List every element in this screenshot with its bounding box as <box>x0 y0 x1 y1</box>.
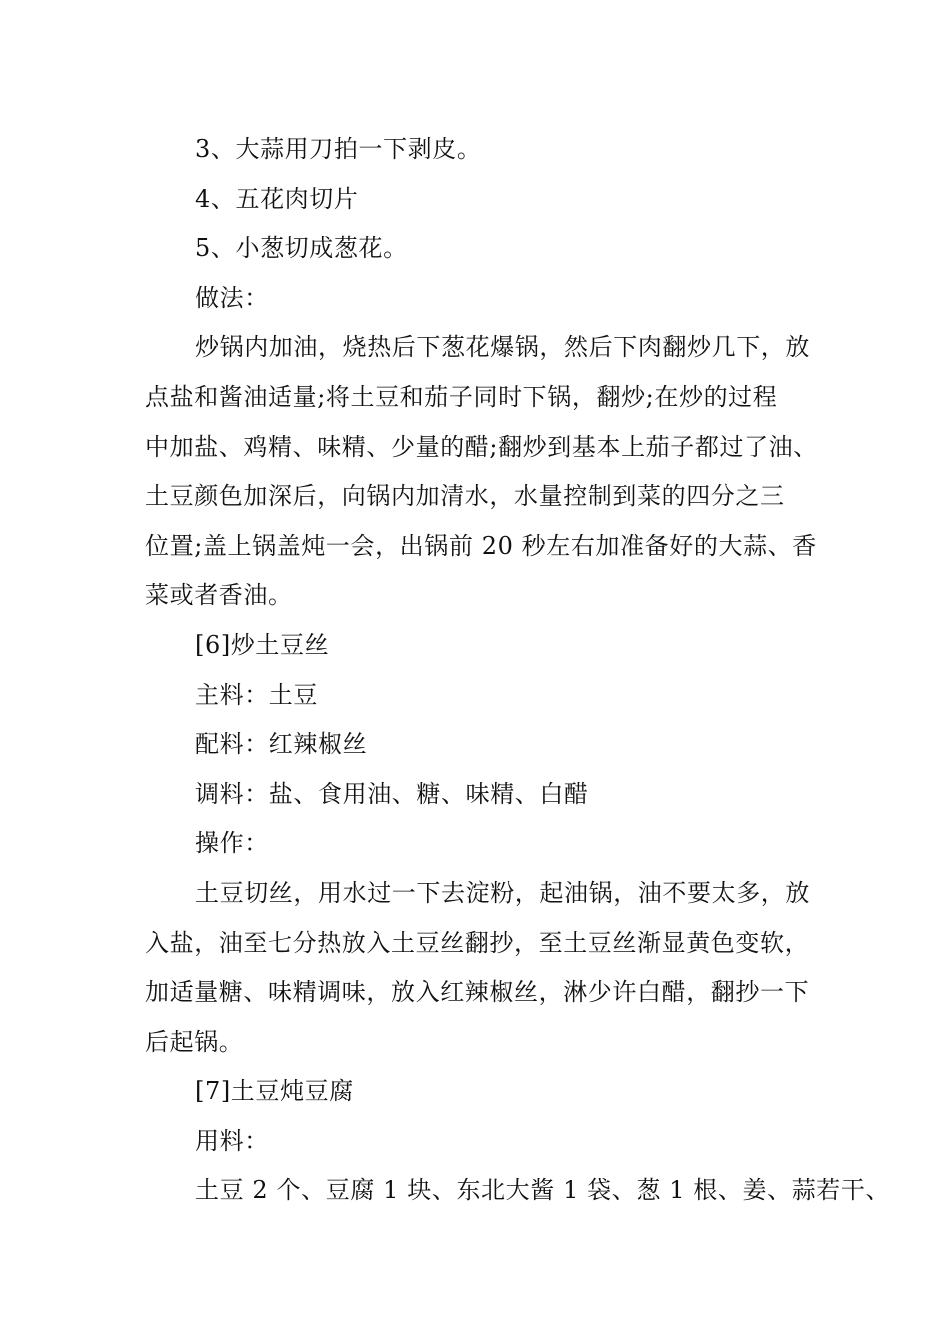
text-line: 中加盐、鸡精、味精、少量的醋;翻炒到基本上茄子都过了油、 <box>145 432 818 461</box>
text-line: 加适量糖、味精调味，放入红辣椒丝，淋少许白醋，翻抄一下 <box>145 978 810 1007</box>
document-body <box>145 125 891 1216</box>
main-ingredient: 主料：土豆 <box>195 680 318 709</box>
paragraph-step-4: 4、五花肉切片 <box>195 184 359 213</box>
text-line: 点盐和酱油适量;将土豆和茄子同时下锅，翻炒;在炒的过程 <box>145 382 778 411</box>
text-line: 土豆颜色加深后，向锅内加清水，水量控制到菜的四分之三 <box>145 482 785 511</box>
text-line: 菜或者香油。 <box>145 581 293 610</box>
heading-ingredients: 用料： <box>195 1126 269 1155</box>
recipe-title-6: [6]炒土豆丝 <box>195 630 330 659</box>
heading-operation: 操作： <box>195 829 269 858</box>
text-line: 土豆切丝，用水过一下去淀粉，起油锅，油不要太多，放 <box>195 878 810 907</box>
text-line: 后起锅。 <box>145 1027 244 1056</box>
paragraph-step-5: 5、小葱切成葱花。 <box>195 234 408 263</box>
heading-method: 做法： <box>195 283 269 312</box>
text-line: 入盐，油至七分热放入土豆丝翻抄，至土豆丝渐显黄色变软， <box>145 928 810 957</box>
text-line: 位置;盖上锅盖炖一会，出锅前 20 秒左右加准备好的大蒜、香 <box>145 531 817 560</box>
seasoning: 调料：盐、食用油、糖、味精、白醋 <box>195 779 589 808</box>
paragraph-operation-body <box>145 869 825 1067</box>
paragraph-step-3: 3、大蒜用刀拍一下剥皮。 <box>195 135 482 163</box>
ingredients-list: 土豆 2 个、豆腐 1 块、东北大酱 1 袋、葱 1 根、姜、蒜若干、 <box>195 1176 891 1205</box>
paragraph-method-body <box>145 323 825 621</box>
side-ingredient: 配料：红辣椒丝 <box>195 730 368 759</box>
text-line: 炒锅内加油，烧热后下葱花爆锅，然后下肉翻炒几下，放 <box>195 333 810 362</box>
recipe-title-7: [7]土豆炖豆腐 <box>195 1077 354 1106</box>
